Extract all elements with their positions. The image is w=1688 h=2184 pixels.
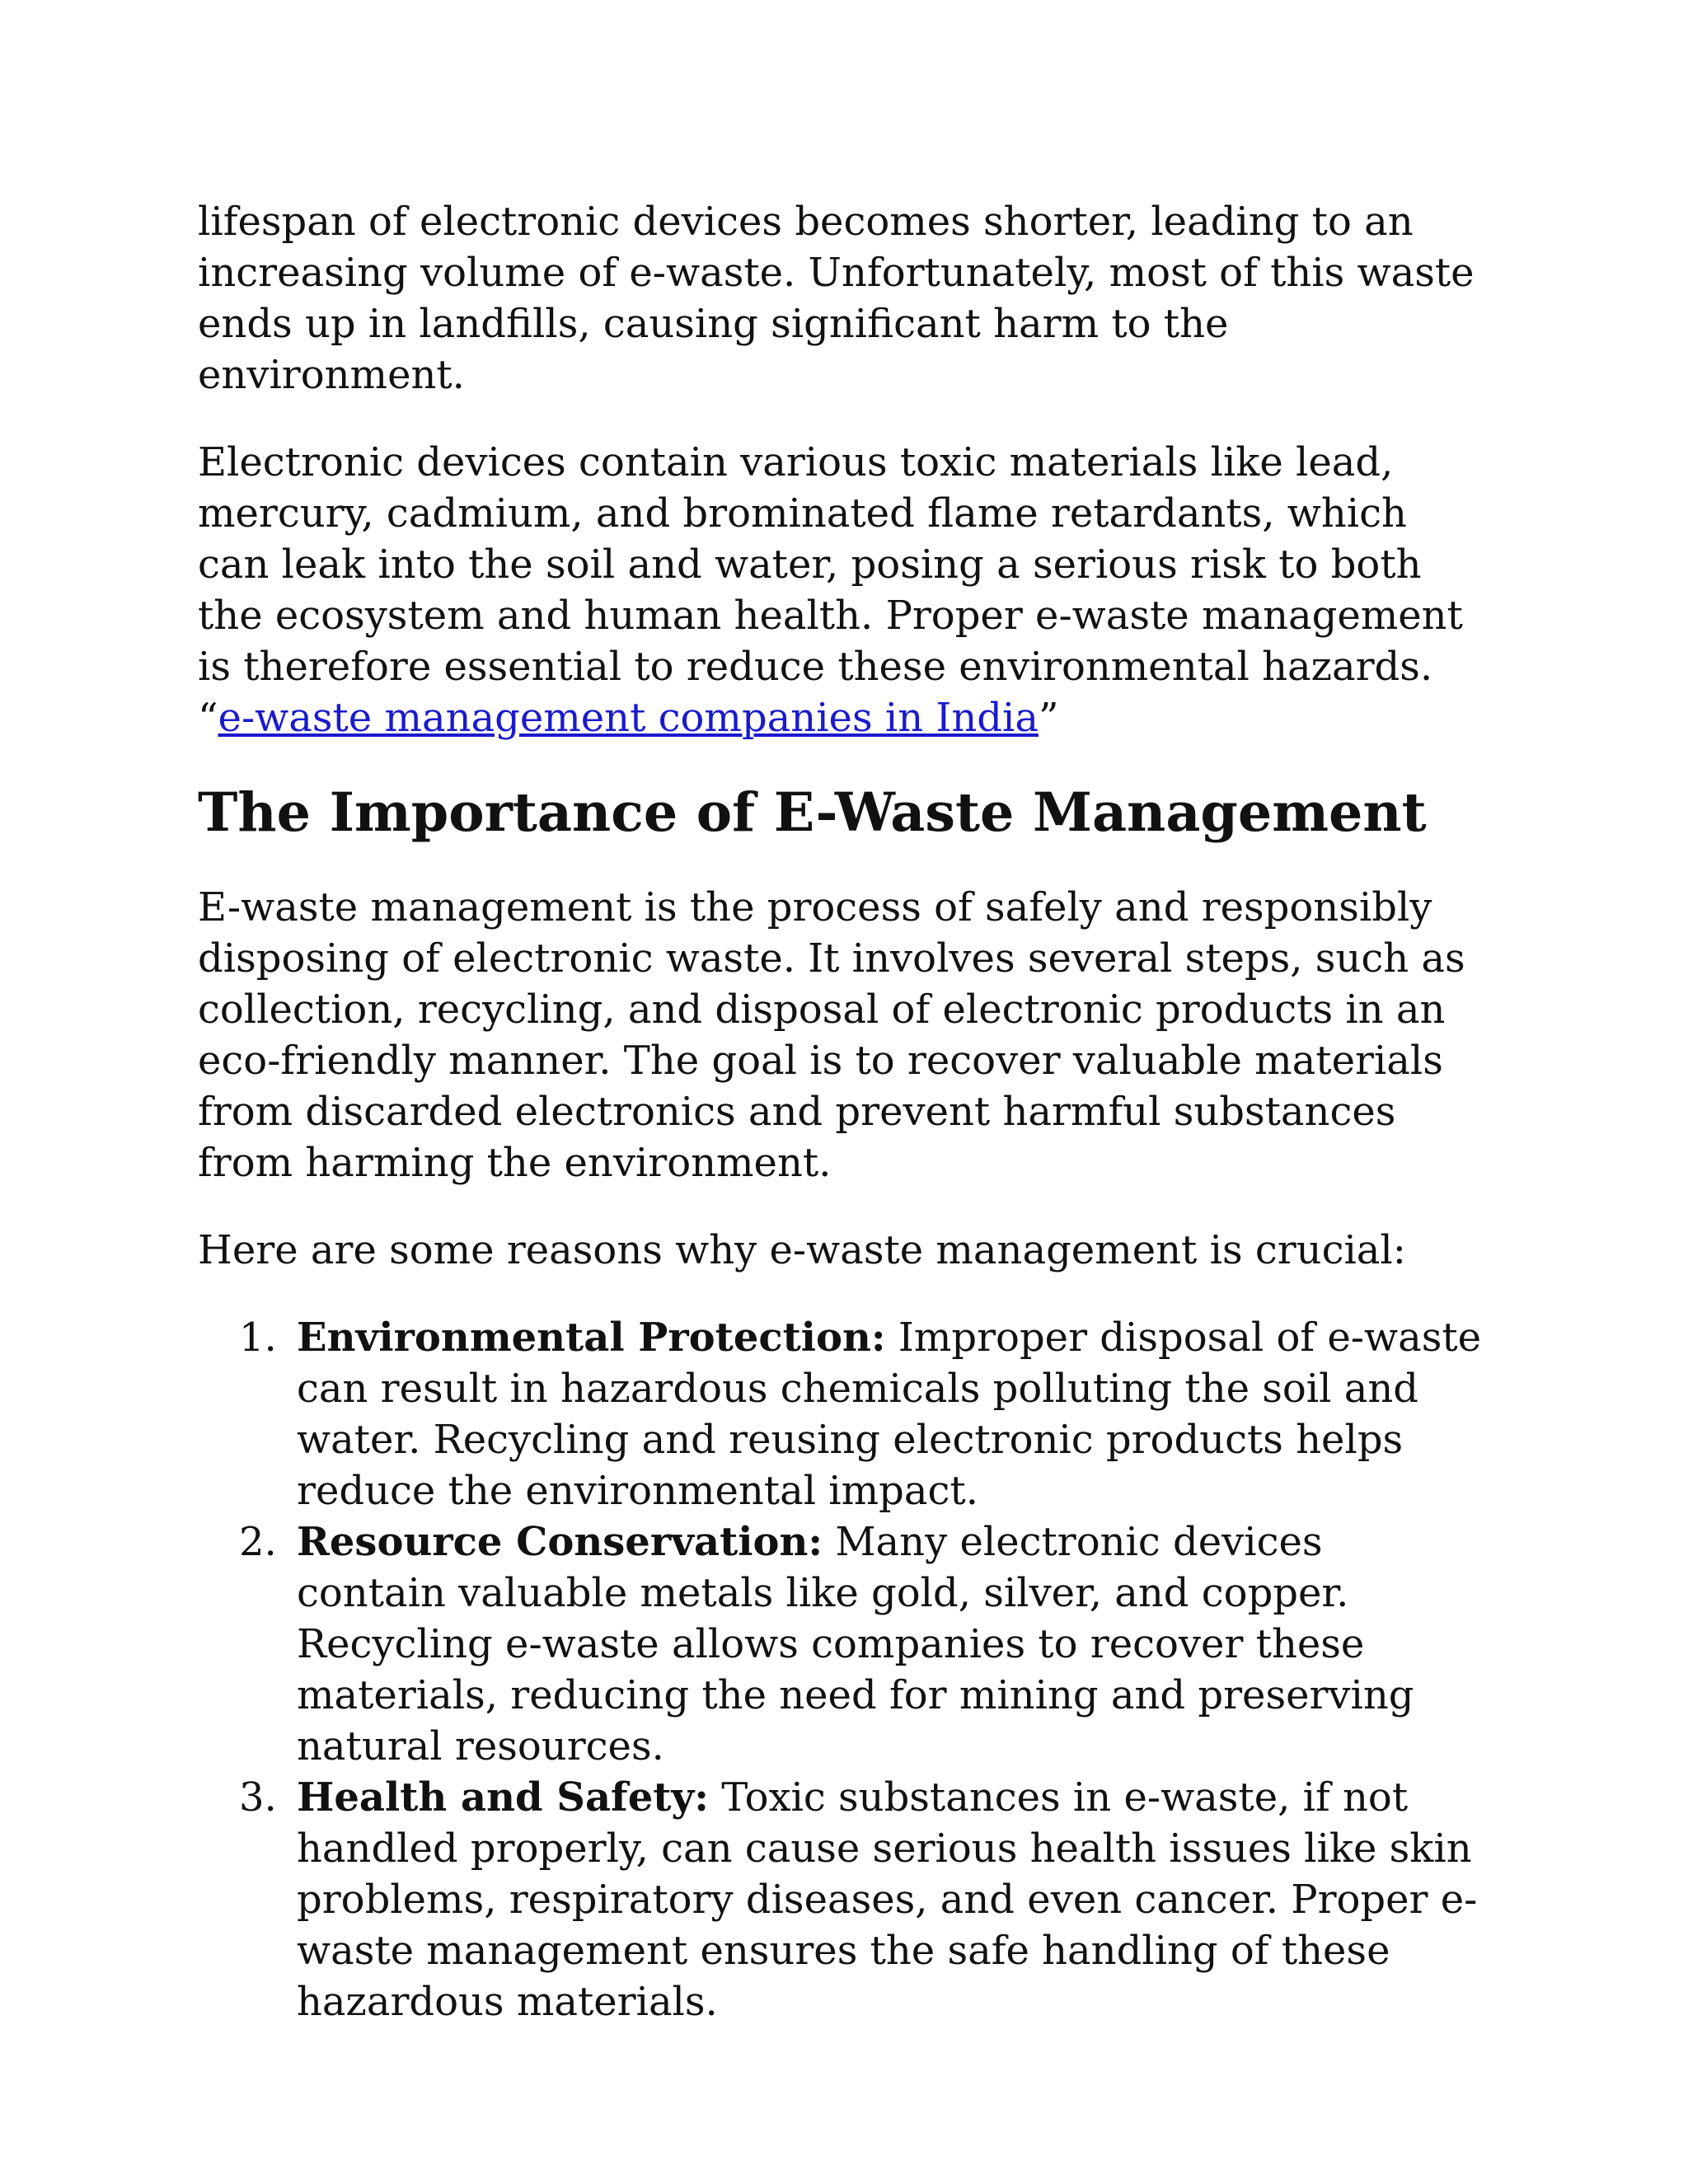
closing-quote: ” — [1038, 695, 1059, 741]
ewaste-companies-link[interactable]: e-waste management companies in India — [218, 695, 1039, 741]
list-item-number: 3. — [239, 1774, 277, 1821]
list-item — [198, 1516, 1484, 1772]
list-item-number: 2. — [239, 1519, 277, 1565]
toxic-materials-text: Electronic devices contain various toxic materials like lead, mercury, cadmium, and brominated flame retardants, which can leak into the soil and water, posing a serious risk to both the ecosystem and human health. Proper e-waste management is therefore essential to reduce these environmental hazards. “ — [198, 439, 1463, 741]
list-item — [198, 1772, 1484, 2027]
section-heading: The Importance of E-Waste Management — [198, 781, 1427, 844]
list-item-title: Resource Conservation: — [297, 1519, 823, 1565]
list-item — [198, 1312, 1484, 1516]
list-item-text: Toxic substances in e-waste, if not handled properly, can cause serious health issues like skin problems, respiratory diseases, and even cancer. Proper e-waste management ensures the safe handling of these hazardous materials. — [297, 1774, 1478, 2025]
reasons-list — [198, 1312, 1484, 2027]
list-item-title: Health and Safety: — [297, 1774, 710, 1821]
list-item-title: Environmental Protection: — [297, 1315, 886, 1361]
list-item-number: 1. — [239, 1315, 277, 1361]
list-item-text: Many electronic devices contain valuable metals like gold, silver, and copper. Recycling e-waste allows companies to recover these materials, reducing the need for mining and preserving natural resources. — [297, 1519, 1414, 1769]
document-page — [198, 196, 1484, 2027]
intro-paragraph: lifespan of electronic devices becomes shorter, leading to an increasing volume of e-waste. Unfortunately, most of this waste ends up in landfills, causing significant harm to the environment. — [198, 199, 1475, 398]
definition-paragraph: E-waste management is the process of safely and responsibly disposing of electronic waste. It involves several steps, such as collection, recycling, and disposal of electronic products in an eco-friendly manner. The goal is to recover valuable materials from discarded electronics and prevent harmful substances from harming the environment. — [198, 884, 1465, 1186]
toxic-materials-paragraph — [198, 437, 1484, 743]
reasons-intro-paragraph: Here are some reasons why e-waste management is crucial: — [198, 1227, 1406, 1273]
list-item-text: Improper disposal of e-waste can result in hazardous chemicals polluting the soil and water. Recycling and reusing electronic products helps reduce the environmental impact. — [297, 1315, 1482, 1514]
